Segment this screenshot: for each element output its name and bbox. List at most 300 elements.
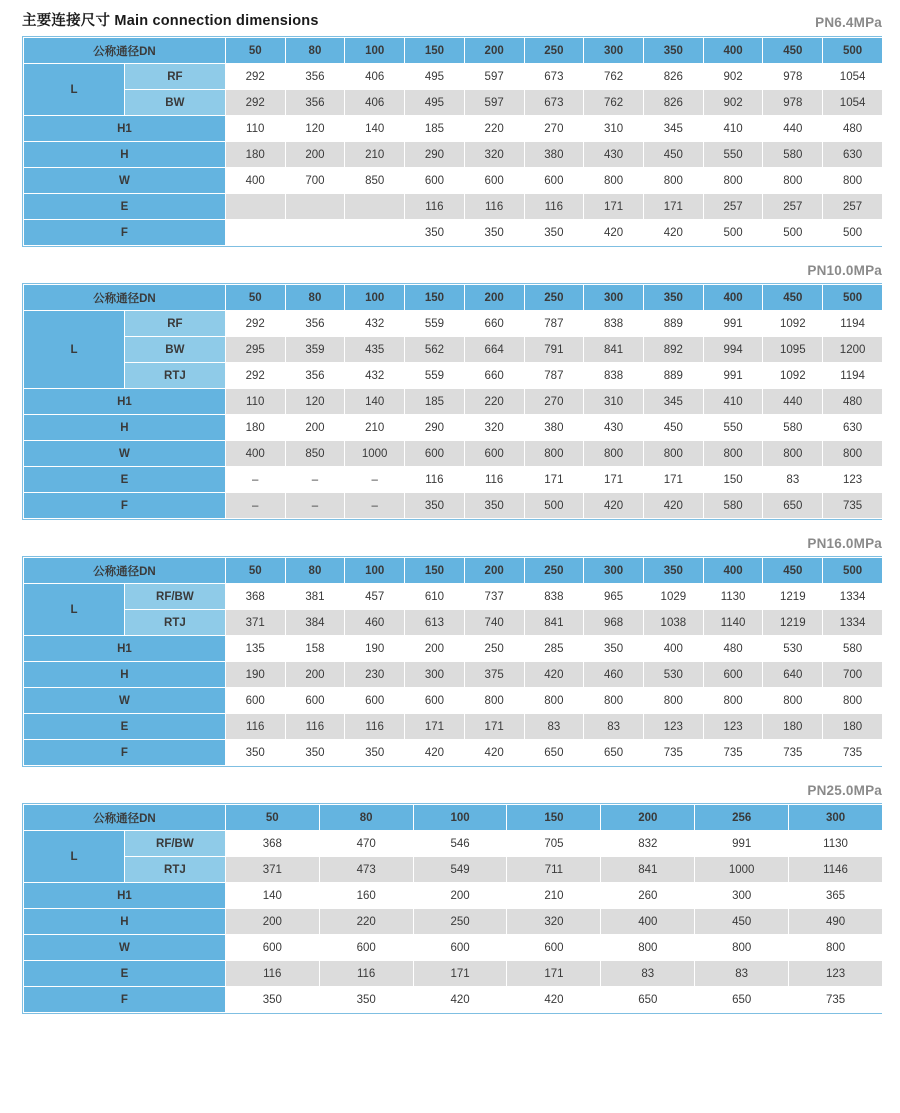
cell-value: 600 — [413, 935, 507, 961]
cell-value: 800 — [789, 935, 883, 961]
cell-value: 292 — [225, 64, 285, 90]
table-row — [24, 961, 883, 987]
cell-value: 991 — [695, 831, 789, 857]
pressure-rating-label-2: PN10.0MPa — [807, 263, 882, 278]
column-header-dn: 公称通径DN — [24, 805, 226, 831]
row-sublabel-rf-bw: RF/BW — [124, 584, 225, 610]
cell-value: 180 — [225, 142, 285, 168]
cell-value: 350 — [464, 220, 524, 246]
table-row — [24, 64, 883, 90]
cell-value: 83 — [695, 961, 789, 987]
cell-value: 320 — [464, 142, 524, 168]
cell-value: 116 — [345, 714, 405, 740]
row-label-f: F — [24, 493, 226, 519]
cell-value: 116 — [319, 961, 413, 987]
cell-value: 1200 — [823, 337, 883, 363]
cell-value: 406 — [345, 64, 405, 90]
cell-value: 116 — [524, 194, 584, 220]
row-label-h1: H1 — [24, 389, 226, 415]
cell-value: – — [345, 493, 405, 519]
column-header-dn-value: 450 — [763, 285, 823, 311]
cell-value: 600 — [507, 935, 601, 961]
table-row — [24, 714, 883, 740]
cell-value: 700 — [823, 662, 883, 688]
cell-value: 1146 — [789, 857, 883, 883]
cell-value: 838 — [584, 363, 644, 389]
cell-value: 260 — [601, 883, 695, 909]
cell-value: 735 — [763, 740, 823, 766]
table-row — [24, 441, 883, 467]
cell-value: 735 — [703, 740, 763, 766]
dimensions-table-2 — [23, 284, 883, 519]
table-row — [24, 636, 883, 662]
cell-value: 762 — [584, 90, 644, 116]
cell-value: 350 — [285, 740, 345, 766]
cell-value: 257 — [763, 194, 823, 220]
cell-value: 300 — [695, 883, 789, 909]
cell-value: 550 — [703, 142, 763, 168]
cell-value: 116 — [225, 961, 319, 987]
cell-value: 356 — [285, 363, 345, 389]
cell-value: 550 — [703, 415, 763, 441]
cell-value: 711 — [507, 857, 601, 883]
cell-value: 356 — [285, 311, 345, 337]
cell-value: 171 — [405, 714, 465, 740]
cell-value: 116 — [464, 467, 524, 493]
column-header-dn-value: 256 — [695, 805, 789, 831]
table-row — [24, 415, 883, 441]
cell-value: 380 — [524, 415, 584, 441]
table-block-4 — [0, 803, 900, 1014]
cell-value: 559 — [405, 363, 465, 389]
table-row — [24, 337, 883, 363]
cell-value: 530 — [643, 662, 703, 688]
cell-value: 650 — [763, 493, 823, 519]
cell-value: 630 — [823, 142, 883, 168]
cell-value: 270 — [524, 389, 584, 415]
cell-value: 705 — [507, 831, 601, 857]
cell-value: 180 — [763, 714, 823, 740]
row-label-w: W — [24, 441, 226, 467]
pressure-rating-label-1: PN6.4MPa — [815, 15, 882, 30]
cell-value: 432 — [345, 311, 405, 337]
cell-value: 600 — [285, 688, 345, 714]
cell-value: 1130 — [789, 831, 883, 857]
cell-value: 180 — [823, 714, 883, 740]
column-header-dn-value: 80 — [285, 285, 345, 311]
cell-value: 250 — [464, 636, 524, 662]
cell-value: 735 — [643, 740, 703, 766]
cell-value: 290 — [405, 142, 465, 168]
cell-value: 440 — [763, 389, 823, 415]
cell-value: 610 — [405, 584, 465, 610]
column-header-dn: 公称通径DN — [24, 285, 226, 311]
table-row — [24, 909, 883, 935]
cell-value: 700 — [285, 168, 345, 194]
cell-value: 420 — [464, 740, 524, 766]
cell-value: 350 — [405, 220, 465, 246]
cell-value: 430 — [584, 415, 644, 441]
cell-value: 673 — [524, 64, 584, 90]
column-header-dn-value: 350 — [643, 558, 703, 584]
cell-value — [225, 194, 285, 220]
cell-value: 480 — [703, 636, 763, 662]
row-sublabel-rtj: RTJ — [124, 363, 225, 389]
cell-value: 420 — [507, 987, 601, 1013]
row-label-L: L — [24, 311, 125, 389]
cell-value: 800 — [703, 688, 763, 714]
cell-value: 902 — [703, 90, 763, 116]
cell-value: 613 — [405, 610, 465, 636]
cell-value: 400 — [225, 168, 285, 194]
column-header-dn-value: 150 — [405, 558, 465, 584]
pressure-rating-label-4: PN25.0MPa — [807, 783, 882, 798]
cell-value: 200 — [225, 909, 319, 935]
row-sublabel-bw: BW — [124, 337, 225, 363]
cell-value: 740 — [464, 610, 524, 636]
column-header-dn-value: 350 — [643, 285, 703, 311]
cell-value: 650 — [524, 740, 584, 766]
cell-value: 549 — [413, 857, 507, 883]
table-row — [24, 194, 883, 220]
cell-value: 292 — [225, 90, 285, 116]
cell-value: 171 — [507, 961, 601, 987]
table-row — [24, 220, 883, 246]
row-sublabel-bw: BW — [124, 90, 225, 116]
cell-value: 420 — [584, 493, 644, 519]
cell-value: 600 — [405, 168, 465, 194]
cell-value: 371 — [225, 610, 285, 636]
cell-value: 220 — [319, 909, 413, 935]
cell-value — [345, 220, 405, 246]
cell-value: 791 — [524, 337, 584, 363]
row-label-e: E — [24, 194, 226, 220]
row-label-L: L — [24, 584, 125, 636]
dimensions-table-4 — [23, 804, 883, 1013]
cell-value: 432 — [345, 363, 405, 389]
column-header-dn-value: 400 — [703, 558, 763, 584]
cell-value: 350 — [584, 636, 644, 662]
row-label-L: L — [24, 831, 125, 883]
cell-value: 400 — [643, 636, 703, 662]
cell-value: 116 — [225, 714, 285, 740]
column-header-dn-value: 450 — [763, 38, 823, 64]
cell-value: – — [225, 493, 285, 519]
cell-value: 420 — [413, 987, 507, 1013]
cell-value: 450 — [695, 909, 789, 935]
column-header-dn-value: 100 — [345, 38, 405, 64]
cell-value: 120 — [285, 389, 345, 415]
table-row — [24, 857, 883, 883]
table-row — [24, 610, 883, 636]
cell-value: 800 — [823, 441, 883, 467]
cell-value: 495 — [405, 90, 465, 116]
cell-value: 991 — [703, 363, 763, 389]
cell-value: 140 — [345, 389, 405, 415]
cell-value: 365 — [789, 883, 883, 909]
cell-value: 350 — [319, 987, 413, 1013]
cell-value: 171 — [643, 467, 703, 493]
table-row — [24, 935, 883, 961]
cell-value: 420 — [643, 493, 703, 519]
cell-value: 1038 — [643, 610, 703, 636]
cell-value: 110 — [225, 389, 285, 415]
table-row — [24, 493, 883, 519]
cell-value: 600 — [464, 441, 524, 467]
cell-value: 123 — [789, 961, 883, 987]
cell-value: 150 — [703, 467, 763, 493]
cell-value: 368 — [225, 584, 285, 610]
cell-value: 140 — [225, 883, 319, 909]
cell-value: 200 — [405, 636, 465, 662]
cell-value: 200 — [285, 415, 345, 441]
cell-value: 559 — [405, 311, 465, 337]
column-header-dn-value: 300 — [584, 38, 644, 64]
cell-value: 800 — [763, 441, 823, 467]
cell-value: 457 — [345, 584, 405, 610]
cell-value: 185 — [405, 116, 465, 142]
cell-value: 160 — [319, 883, 413, 909]
cell-value: 230 — [345, 662, 405, 688]
cell-value: – — [345, 467, 405, 493]
row-sublabel-rf: RF — [124, 64, 225, 90]
cell-value: 406 — [345, 90, 405, 116]
cell-value: 580 — [703, 493, 763, 519]
cell-value: 410 — [703, 116, 763, 142]
cell-value: 257 — [703, 194, 763, 220]
column-header-dn-value: 250 — [524, 558, 584, 584]
cell-value: 359 — [285, 337, 345, 363]
cell-value: 600 — [405, 441, 465, 467]
cell-value: 450 — [643, 415, 703, 441]
row-label-h1: H1 — [24, 636, 226, 662]
row-label-e: E — [24, 961, 226, 987]
table-row — [24, 831, 883, 857]
page-title: 主要连接尺寸 Main connection dimensions — [22, 13, 319, 29]
cell-value: 650 — [601, 987, 695, 1013]
cell-value: 430 — [584, 142, 644, 168]
cell-value: 135 — [225, 636, 285, 662]
cell-value: 1334 — [823, 584, 883, 610]
cell-value: 787 — [524, 363, 584, 389]
cell-value: 1219 — [763, 610, 823, 636]
cell-value: 735 — [823, 493, 883, 519]
cell-value: 83 — [601, 961, 695, 987]
cell-value: 345 — [643, 116, 703, 142]
cell-value: 200 — [413, 883, 507, 909]
column-header-dn-value: 80 — [285, 38, 345, 64]
column-header-dn-value: 200 — [464, 285, 524, 311]
cell-value: 123 — [643, 714, 703, 740]
cell-value: 420 — [584, 220, 644, 246]
table-block-3 — [0, 556, 900, 767]
cell-value: 1130 — [703, 584, 763, 610]
cell-value: 832 — [601, 831, 695, 857]
column-header-dn-value: 250 — [524, 38, 584, 64]
row-label-h: H — [24, 415, 226, 441]
cell-value: 83 — [524, 714, 584, 740]
cell-value: 800 — [524, 441, 584, 467]
cell-value: 171 — [643, 194, 703, 220]
column-header-dn-value: 150 — [405, 38, 465, 64]
table-row — [24, 467, 883, 493]
cell-value: 470 — [319, 831, 413, 857]
column-header-dn-value: 250 — [524, 285, 584, 311]
row-sublabel-rtj: RTJ — [124, 857, 225, 883]
cell-value: 350 — [524, 220, 584, 246]
cell-value: 292 — [225, 363, 285, 389]
cell-value: 384 — [285, 610, 345, 636]
row-label-h: H — [24, 662, 226, 688]
cell-value: 460 — [345, 610, 405, 636]
row-label-h: H — [24, 142, 226, 168]
cell-value: 838 — [584, 311, 644, 337]
cell-value: 110 — [225, 116, 285, 142]
cell-value — [225, 220, 285, 246]
cell-value: 495 — [405, 64, 465, 90]
cell-value: 350 — [225, 987, 319, 1013]
table-header-row — [24, 805, 883, 831]
cell-value: 380 — [524, 142, 584, 168]
cell-value: 737 — [464, 584, 524, 610]
cell-value: 310 — [584, 116, 644, 142]
column-header-dn-value: 500 — [823, 558, 883, 584]
row-label-h: H — [24, 909, 226, 935]
column-header-dn-value: 350 — [643, 38, 703, 64]
cell-value: 1000 — [695, 857, 789, 883]
table-header-row — [24, 285, 883, 311]
table-row — [24, 987, 883, 1013]
cell-value: 123 — [823, 467, 883, 493]
cell-value: 290 — [405, 415, 465, 441]
cell-value: 800 — [584, 168, 644, 194]
cell-value: 500 — [763, 220, 823, 246]
cell-value: 640 — [763, 662, 823, 688]
cell-value: 838 — [524, 584, 584, 610]
cell-value: 664 — [464, 337, 524, 363]
cell-value: 500 — [524, 493, 584, 519]
cell-value: 600 — [225, 935, 319, 961]
cell-value: 850 — [285, 441, 345, 467]
row-label-w: W — [24, 688, 226, 714]
row-label-h1: H1 — [24, 116, 226, 142]
column-header-dn-value: 100 — [413, 805, 507, 831]
cell-value: 190 — [225, 662, 285, 688]
cell-value: 1092 — [763, 363, 823, 389]
cell-value: 375 — [464, 662, 524, 688]
pressure-rating-row-4 — [0, 783, 900, 803]
cell-value: 600 — [405, 688, 465, 714]
row-sublabel-rf-bw: RF/BW — [124, 831, 225, 857]
cell-value: 850 — [345, 168, 405, 194]
cell-value: 800 — [584, 688, 644, 714]
table-row — [24, 168, 883, 194]
column-header-dn-value: 300 — [584, 285, 644, 311]
cell-value: 650 — [584, 740, 644, 766]
cell-value: 356 — [285, 64, 345, 90]
cell-value: 600 — [345, 688, 405, 714]
cell-value: 83 — [763, 467, 823, 493]
cell-value: – — [285, 467, 345, 493]
cell-value: 1194 — [823, 363, 883, 389]
pressure-rating-label-3: PN16.0MPa — [807, 536, 882, 551]
cell-value: 171 — [584, 194, 644, 220]
cell-value: 185 — [405, 389, 465, 415]
cell-value: 350 — [345, 740, 405, 766]
cell-value: 1194 — [823, 311, 883, 337]
table-block-2 — [0, 283, 900, 520]
cell-value: 841 — [584, 337, 644, 363]
cell-value: 660 — [464, 363, 524, 389]
cell-value: 480 — [823, 116, 883, 142]
cell-value: 800 — [763, 168, 823, 194]
cell-value: 1334 — [823, 610, 883, 636]
cell-value: 320 — [464, 415, 524, 441]
pressure-rating-row-3 — [0, 536, 900, 556]
cell-value: 597 — [464, 64, 524, 90]
column-header-dn-value: 500 — [823, 285, 883, 311]
column-header-dn-value: 150 — [507, 805, 601, 831]
cell-value: 171 — [413, 961, 507, 987]
cell-value: 1140 — [703, 610, 763, 636]
cell-value: 140 — [345, 116, 405, 142]
table-row — [24, 584, 883, 610]
row-sublabel-rf: RF — [124, 311, 225, 337]
cell-value: 116 — [405, 194, 465, 220]
cell-value: 800 — [823, 168, 883, 194]
column-header-dn-value: 300 — [789, 805, 883, 831]
pressure-rating-row-2 — [0, 263, 900, 283]
cell-value: 420 — [643, 220, 703, 246]
cell-value: 800 — [763, 688, 823, 714]
cell-value: 171 — [524, 467, 584, 493]
cell-value: 978 — [763, 90, 823, 116]
cell-value: 435 — [345, 337, 405, 363]
row-label-w: W — [24, 168, 226, 194]
cell-value: 158 — [285, 636, 345, 662]
cell-value: 371 — [225, 857, 319, 883]
row-label-w: W — [24, 935, 226, 961]
dimensions-table-1 — [23, 37, 883, 246]
cell-value: 500 — [703, 220, 763, 246]
row-label-f: F — [24, 987, 226, 1013]
cell-value: 968 — [584, 610, 644, 636]
cell-value: 650 — [695, 987, 789, 1013]
cell-value: 994 — [703, 337, 763, 363]
row-label-L: L — [24, 64, 125, 116]
cell-value: 180 — [225, 415, 285, 441]
cell-value: 345 — [643, 389, 703, 415]
cell-value: 800 — [643, 688, 703, 714]
row-label-h1: H1 — [24, 883, 226, 909]
cell-value: 190 — [345, 636, 405, 662]
column-header-dn-value: 80 — [319, 805, 413, 831]
cell-value: 171 — [464, 714, 524, 740]
column-header-dn: 公称通径DN — [24, 558, 226, 584]
column-header-dn-value: 100 — [345, 558, 405, 584]
cell-value: 530 — [763, 636, 823, 662]
cell-value: 270 — [524, 116, 584, 142]
cell-value — [345, 194, 405, 220]
cell-value: 356 — [285, 90, 345, 116]
cell-value: 800 — [524, 688, 584, 714]
cell-value: – — [225, 467, 285, 493]
cell-value: 600 — [524, 168, 584, 194]
column-header-dn-value: 80 — [285, 558, 345, 584]
cell-value: 1054 — [823, 64, 883, 90]
cell-value: 473 — [319, 857, 413, 883]
cell-value: 800 — [695, 935, 789, 961]
